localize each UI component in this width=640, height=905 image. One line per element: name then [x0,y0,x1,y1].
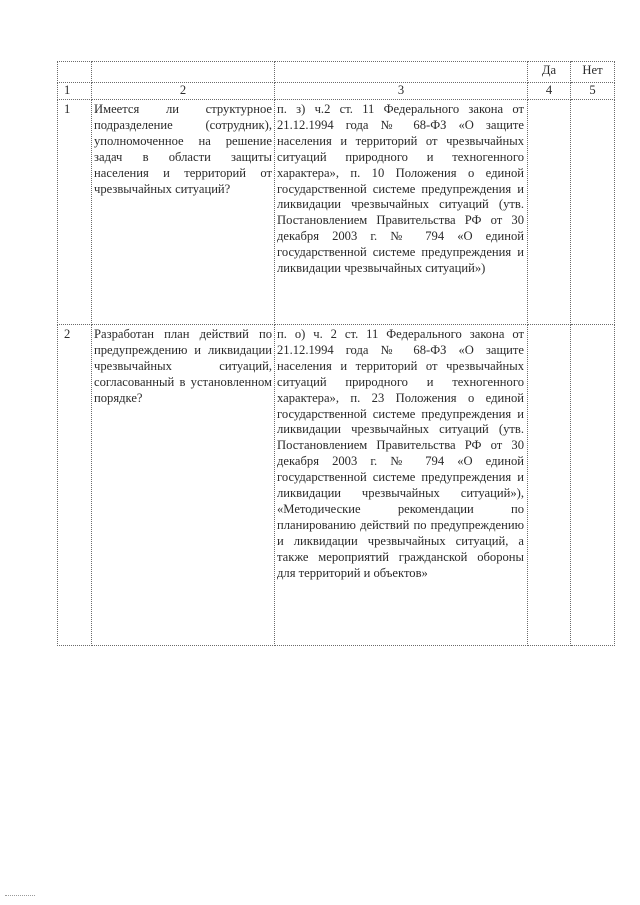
answer-no-cell[interactable] [571,325,615,646]
header-no: Нет [571,62,615,83]
question-text: Имеется ли структурное подразделение (сотрудник), уполномоченное на решение задач в области защиты населения и территорий от чрезвычайных ситуаций? [92,100,275,325]
legal-basis-text: п. о) ч. 2 ст. 11 Федерального закона от 21.12.1994 года № 68-ФЗ «О защите населения и территорий от чрезвычайных ситуаций природного и техногенного характера», п. 23 Положения о единой государственной системе предупреждения и ликвидации чрезвычайных ситуаций (утв. Постановлением Правительства РФ от 30 декабря 2003 г. № 794 «О единой государственной системе предупреждения и ликвидации чрезвычайных ситуаций»), «Методические рекомендации по планированию действий по предупреждению и ликвидации чрезвычайных ситуаций, а также мероприятий гражданской обороны для территорий и объектов» [275,325,528,646]
column-number-row [58,83,615,100]
answer-no-cell[interactable] [571,100,615,325]
row-number: 2 [58,325,92,646]
header-cell-empty [275,62,528,83]
table-row [58,100,615,325]
row-number: 1 [58,100,92,325]
column-number-1: 1 [58,83,92,100]
header-yes: Да [528,62,571,83]
column-number-3: 3 [275,83,528,100]
column-number-5: 5 [571,83,615,100]
table-row [58,325,615,646]
header-cell-empty [92,62,275,83]
scan-edge-mark [5,895,35,898]
question-text: Разработан план действий по предупреждению и ликвидации чрезвычайных ситуаций, согласованный в установленном порядке? [92,325,275,646]
legal-basis-text: п. з) ч.2 ст. 11 Федерального закона от 21.12.1994 года № 68-ФЗ «О защите населения и территорий от чрезвычайных ситуаций природного и техногенного характера», п. 10 Положения о единой государственной системе предупреждения и ликвидации чрезвычайных ситуаций (утв. Постановлением Правительства РФ от 30 декабря 2003 г. № 794 «О единой государственной системе предупреждения и ликвидации чрезвычайных ситуаций») [275,100,528,325]
answer-yes-cell[interactable] [528,100,571,325]
answer-yes-cell[interactable] [528,325,571,646]
header-cell-empty [58,62,92,83]
table-header-row [58,62,615,83]
column-number-4: 4 [528,83,571,100]
checklist-table [57,61,615,646]
column-number-2: 2 [92,83,275,100]
